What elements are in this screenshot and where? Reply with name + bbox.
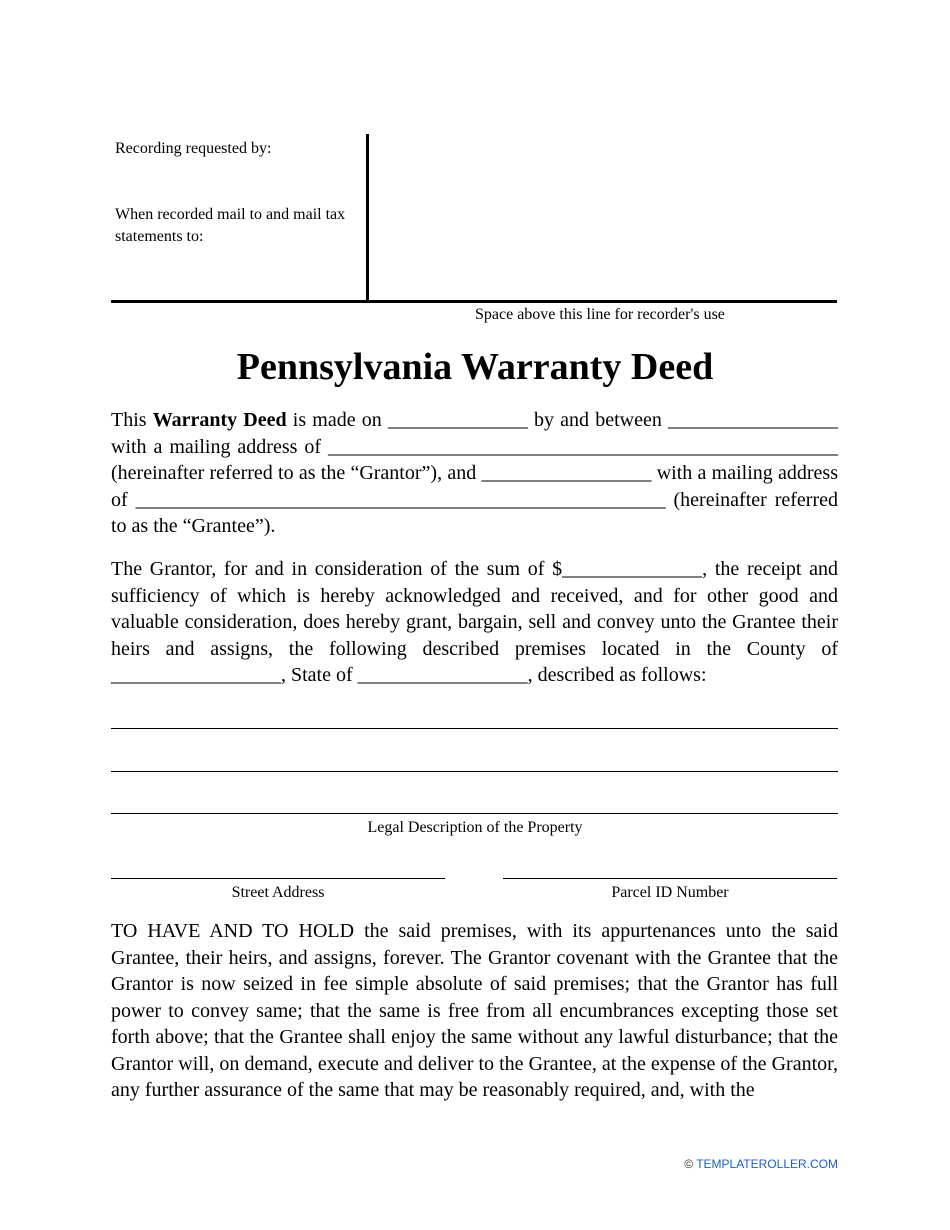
legal-description-label: Legal Description of the Property [367,819,583,836]
intro-rest: is made on ______________ by and between _________________ with a mailing address of ___________________________________________________ (hereinafter referred to as the “Grantor”), and _________________ with a mailing address of _____________________________________________________ (hereinafter referred to as the “Grantee”). [111,409,838,537]
templateroller-link[interactable]: TEMPLATEROLLER.COM [696,1157,838,1171]
copyright-symbol: © [684,1157,694,1171]
legal-description-line [111,728,838,729]
recorder-space-note: Space above this line for recorder's use [475,306,725,323]
street-address-line [111,878,445,879]
consideration-paragraph: The Grantor, for and in consideration of the sum of $______________, the receipt and sufficiency of which is hereby acknowledged and received, and for other good and valuable consideration, does hereby grant, bargain, sell and convey unto the Grantee their heirs and assigns, the following described premises located in the County of _________________, State of _________________, described as follows: [111,558,838,686]
recording-requested-label: Recording requested by: [115,140,272,157]
recorder-box [111,134,837,303]
recorder-divider [366,134,369,300]
intro-paragraph [111,407,838,540]
street-address-label: Street Address [231,884,325,901]
parcel-id-line [503,878,837,879]
parcel-id-label: Parcel ID Number [611,884,729,901]
mail-to-label: When recorded mail to and mail tax statements to: [115,206,346,245]
document-title: Pennsylvania Warranty Deed [236,346,714,388]
intro-warranty-deed: Warranty Deed [152,409,287,431]
habendum-paragraph: TO HAVE AND TO HOLD the said premises, with its appurtenances unto the said Grantee, their heirs, and assigns, forever. The Grantor covenant with the Grantee that the Grantor is now seized in fee simple absolute of said premises; that the Grantor has full power to convey same; that the same is free from all encumbrances excepting those set forth above; that the Grantee shall enjoy the same without any lawful disturbance; that the Grantor will, on demand, execute and deliver to the Grantee, at the expense of the Grantor, any further assurance of the same that may be reasonably required, and, with the [111,920,838,1101]
legal-description-line [111,813,838,814]
intro-this: This [111,409,153,431]
legal-description-line [111,771,838,772]
footer-credit [684,1156,838,1172]
